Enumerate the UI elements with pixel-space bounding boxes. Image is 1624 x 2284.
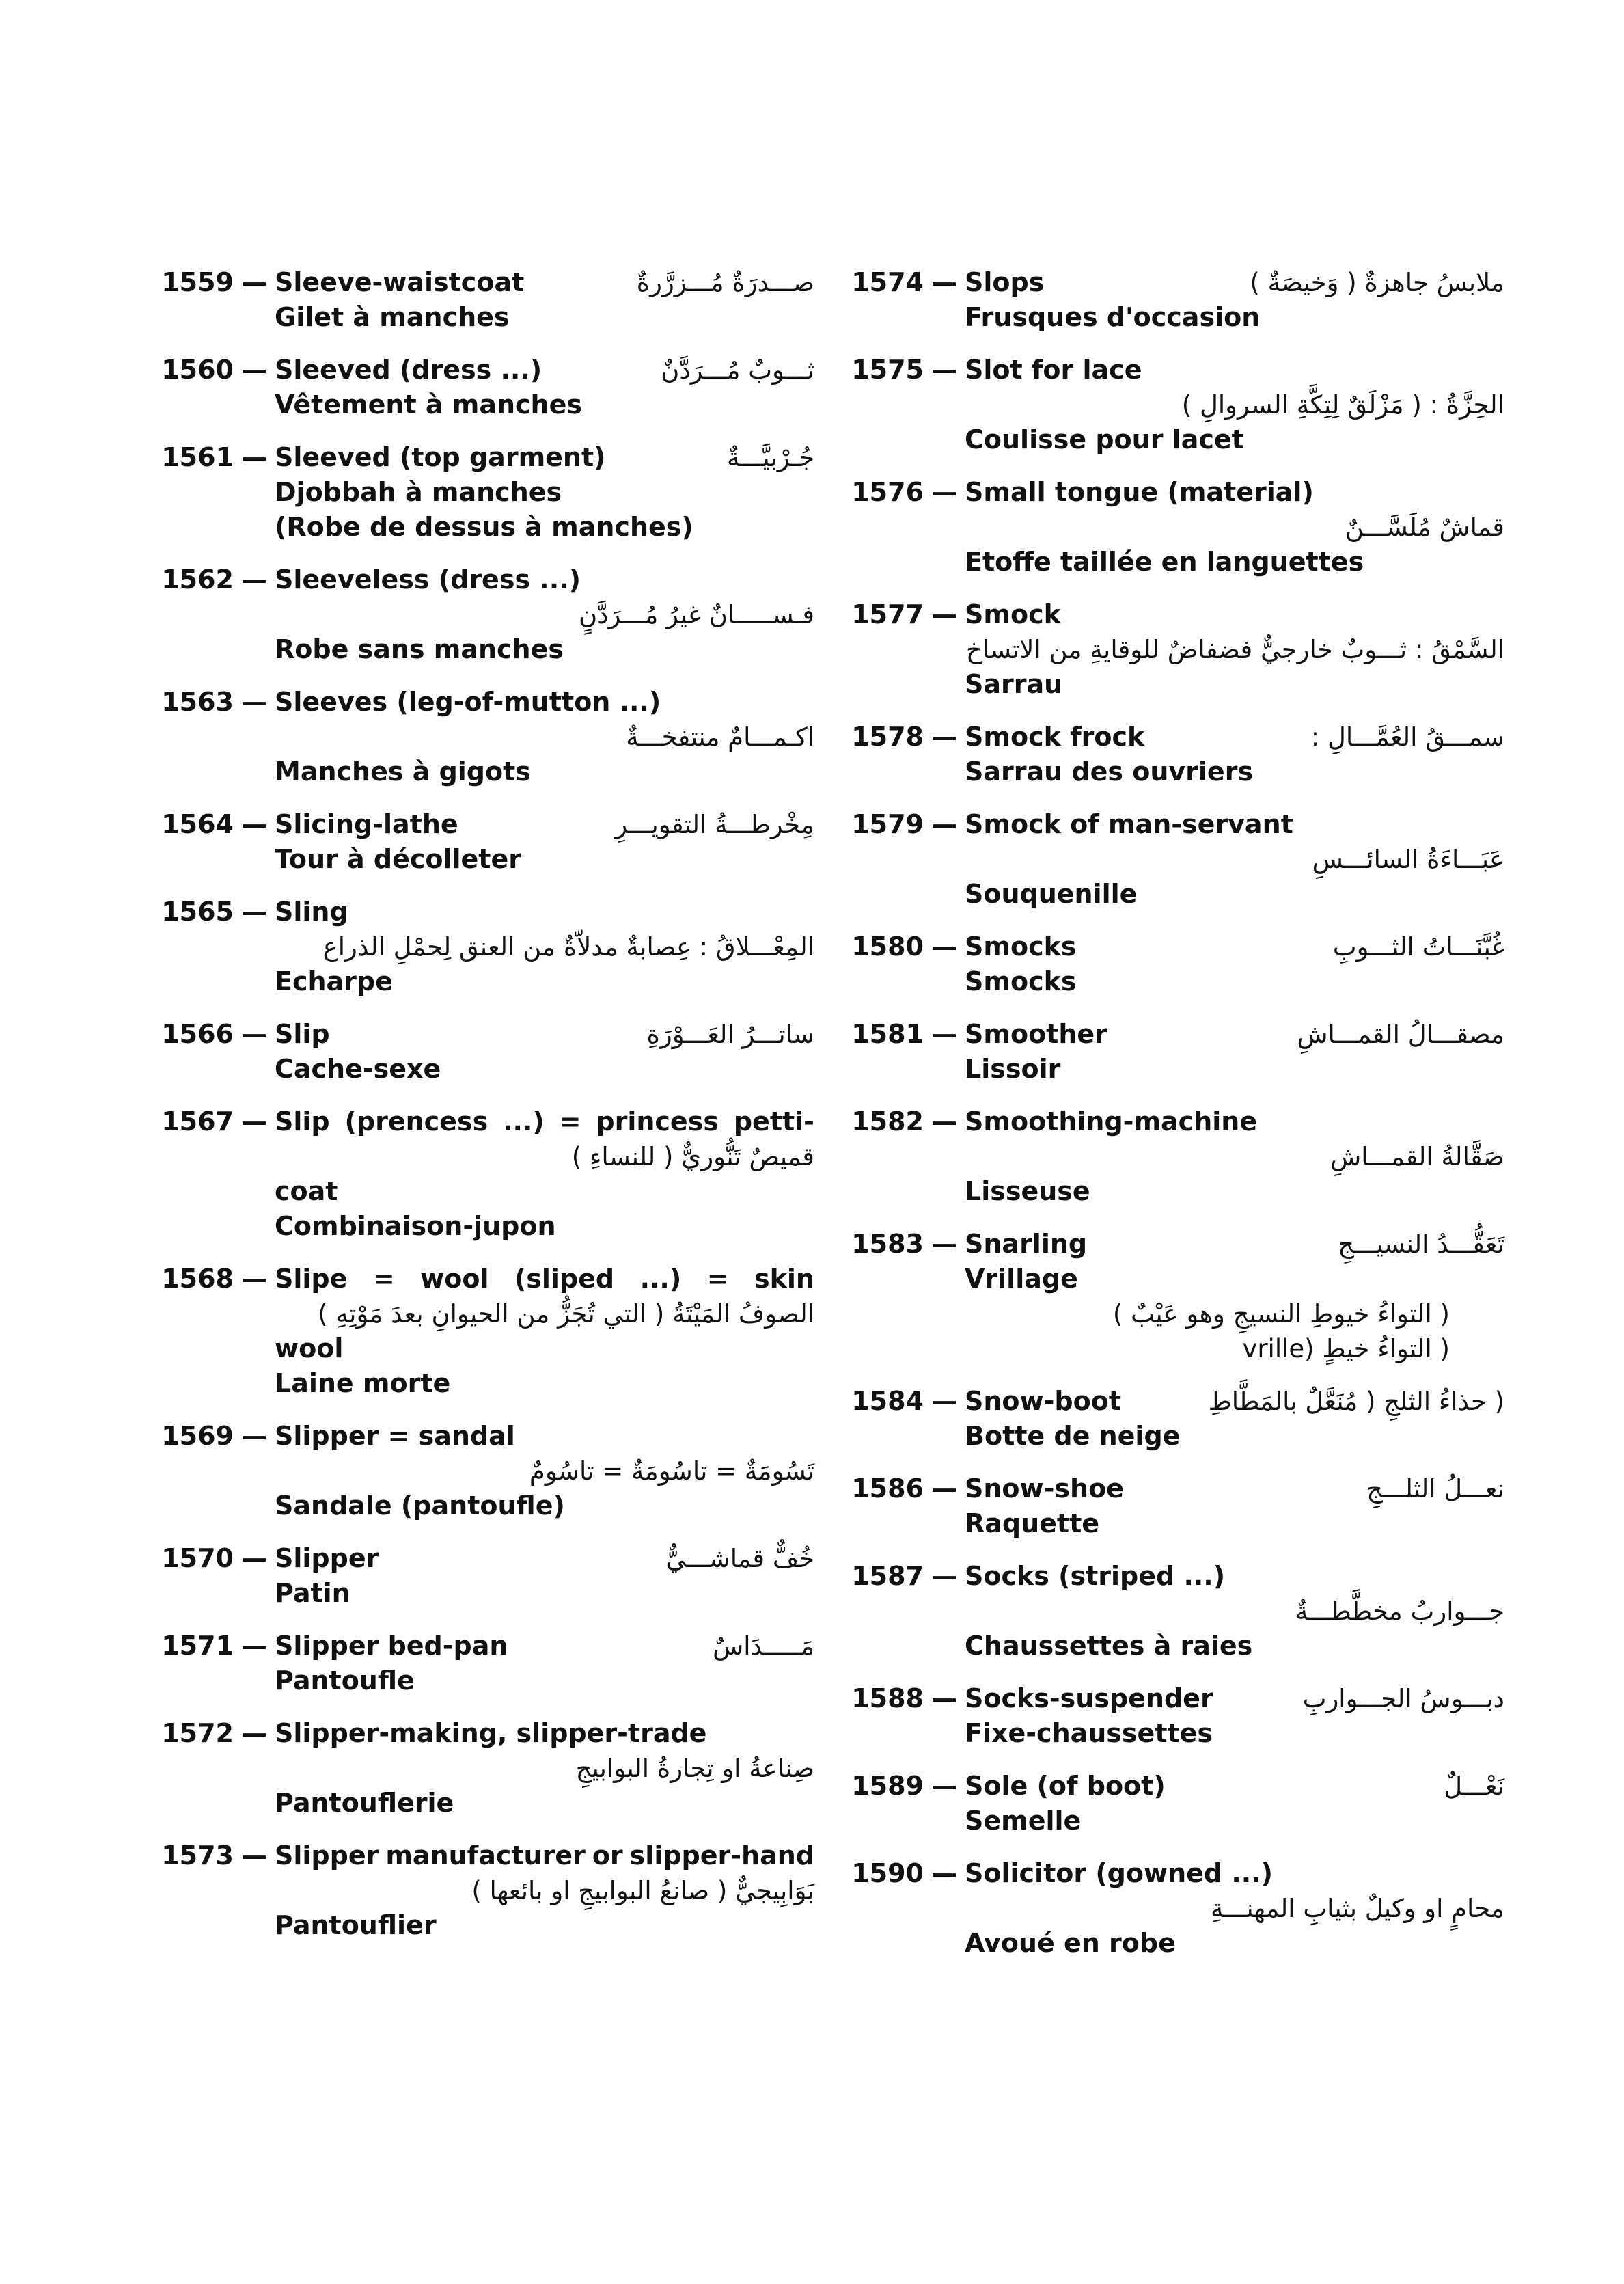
french-term: Frusques d'occasion <box>965 302 1261 332</box>
dictionary-entry <box>849 1769 1504 1838</box>
entry-number: 1561 <box>161 442 234 472</box>
english-term: Slipper-making, slipper-trade <box>275 1718 707 1748</box>
english-term: Slipper bed-pan <box>275 1631 508 1661</box>
english-word: (sliped <box>514 1264 615 1294</box>
entry-number: 1562 <box>161 565 234 595</box>
english-term: Sleeved (top garment) <box>275 442 606 472</box>
entry-dash: — <box>931 809 957 839</box>
entry-header <box>849 265 1504 300</box>
english-word: Slip <box>275 1106 330 1137</box>
arabic-term: عَبَـــاءَةُ السائـــسِ <box>1312 845 1504 874</box>
dictionary-entry <box>849 475 1504 580</box>
english-word: ...) <box>503 1106 545 1137</box>
arabic-term: قميصٌ تَنُّوريٌّ ( للنساءِ ) <box>571 1142 814 1171</box>
french-term: Djobbah à manches <box>275 477 562 507</box>
french-term: Combinaison-jupon <box>275 1211 556 1241</box>
arabic-term: فـســـــانٌ غيرُ مُـــرَدَّنٍ <box>578 600 814 629</box>
dictionary-entry <box>849 1384 1504 1454</box>
entry-number: 1586 <box>851 1473 924 1504</box>
arabic-note: ( التواءُ خيطٍ (vrille <box>1242 1334 1450 1363</box>
dictionary-entry <box>849 1227 1504 1366</box>
arabic-term: سمـــقُ العُمَّـــالِ : <box>1310 722 1504 752</box>
entry-number: 1588 <box>851 1683 924 1713</box>
english-word: = <box>706 1264 729 1294</box>
entry-header <box>849 929 1504 964</box>
dictionary-entry <box>159 1716 814 1821</box>
arabic-note: ( التواءُ خيوطِ النسيجِ وهو عَيْبٌ ) <box>1112 1299 1450 1329</box>
english-word: petti- <box>733 1106 814 1137</box>
arabic-term: قماشٌ مُلَسَّـــنٌ <box>1345 513 1504 542</box>
entry-header <box>159 440 814 475</box>
entry-dash: — <box>931 477 957 507</box>
english-term: Smoother <box>965 1019 1107 1049</box>
entry-number: 1589 <box>851 1771 924 1801</box>
entry-dash: — <box>931 1229 957 1259</box>
entry-dash: — <box>931 1683 957 1713</box>
arabic-term: دبـــوسُ الجـــواربِ <box>1302 1684 1504 1713</box>
english-word: wool <box>420 1264 489 1294</box>
english-word: manufacturer <box>385 1840 586 1871</box>
entry-dash: — <box>241 809 267 839</box>
entry-number: 1577 <box>851 599 924 629</box>
entry-dash: — <box>931 1106 957 1137</box>
arabic-term: غُبَّنَـــاتُ الثـــوبِ <box>1332 932 1504 962</box>
arabic-term: السَّمْقُ : ثـــوبٌ خارجيٌّ فضفاضٌ للوقايةِ من الاتساخ <box>965 635 1504 664</box>
entry-header <box>159 1629 814 1663</box>
arabic-term: محامٍ او وكيلٌ بثيابِ المهنـــةِ <box>1211 1894 1504 1923</box>
french-term: Vrillage <box>965 1264 1078 1294</box>
arabic-term: جُـرْبيَّـــةٌ <box>727 443 814 472</box>
dictionary-entry <box>849 353 1504 457</box>
english-term: Smock <box>965 599 1061 629</box>
entry-dash: — <box>241 355 267 385</box>
entry-number: 1567 <box>161 1106 234 1137</box>
entry-dash: — <box>241 267 267 297</box>
entry-dash: — <box>931 722 957 752</box>
dictionary-entry <box>159 1104 814 1244</box>
entry-header <box>849 807 1504 842</box>
arabic-term: صِناعةُ او تِجارةُ البوابيجِ <box>575 1754 814 1783</box>
entry-number: 1587 <box>851 1561 924 1591</box>
english-term: Snow-boot <box>965 1386 1121 1416</box>
french-term: Patin <box>275 1578 350 1608</box>
arabic-term: ملابسُ جاهزةٌ ( وَخيصَةٌ ) <box>1250 268 1504 297</box>
english-word: (prencess <box>344 1106 488 1137</box>
entry-dash: — <box>931 1473 957 1504</box>
entry-dash: — <box>931 1858 957 1888</box>
entry-header <box>849 1559 1504 1594</box>
english-term: Sleeveless (dress ...) <box>275 565 581 595</box>
entry-dash: — <box>241 1106 267 1137</box>
arabic-term: الصوفُ المَيْتَةُ ( التي تُجَزُّ من الحيوانِ بعدَ مَوْتِهِ ) <box>318 1299 814 1329</box>
english-term: Sling <box>275 897 348 927</box>
french-term: Sarrau <box>965 669 1063 699</box>
french-term: Laine morte <box>275 1368 451 1398</box>
entry-dash: — <box>241 1543 267 1573</box>
english-term: Socks (striped ...) <box>965 1561 1226 1591</box>
french-term: Pantouflerie <box>275 1788 454 1818</box>
entry-dash: — <box>241 1718 267 1748</box>
english-word: = <box>559 1106 581 1137</box>
entry-header <box>159 353 814 388</box>
english-word: Slipe <box>275 1264 348 1294</box>
english-term: Solicitor (gowned ...) <box>965 1858 1274 1888</box>
entry-dash: — <box>931 932 957 962</box>
entry-dash: — <box>931 1561 957 1591</box>
english-term-continued: coat <box>275 1176 338 1206</box>
english-term: Small tongue (material) <box>965 477 1314 507</box>
english-term <box>275 1262 814 1296</box>
entry-header <box>849 1017 1504 1052</box>
french-term: Raquette <box>965 1508 1100 1538</box>
french-term: Gilet à manches <box>275 302 510 332</box>
english-term: Sleeved (dress ...) <box>275 355 542 385</box>
french-term: Sandale (pantoufle) <box>275 1491 565 1521</box>
french-term: Souquenille <box>965 879 1138 909</box>
dictionary-entry <box>159 807 814 877</box>
french-term: Smocks <box>965 966 1077 996</box>
entry-header <box>849 475 1504 510</box>
entry-number: 1579 <box>851 809 924 839</box>
french-term: Chaussettes à raies <box>965 1631 1253 1661</box>
arabic-term: مصقـــالُ القمـــاشِ <box>1297 1020 1504 1049</box>
arabic-term: الحِزَّةُ : ( مَزْلَقٌ لِتِكَّةِ السروالِ ) <box>1181 390 1504 420</box>
entry-number: 1563 <box>161 687 234 717</box>
english-term: Sole (of boot) <box>965 1771 1166 1801</box>
entry-number: 1566 <box>161 1019 234 1049</box>
entry-dash: — <box>931 1771 957 1801</box>
dictionary-entry <box>159 440 814 545</box>
dictionary-entry <box>849 1681 1504 1751</box>
dictionary-entry <box>159 895 814 999</box>
french-term: Pantouflier <box>275 1910 437 1940</box>
dictionary-entry <box>849 1471 1504 1541</box>
entry-number: 1581 <box>851 1019 924 1049</box>
entry-number: 1590 <box>851 1858 924 1888</box>
entry-header <box>159 1541 814 1576</box>
entry-header <box>159 1262 814 1296</box>
english-word: ...) <box>639 1264 682 1294</box>
french-term: Robe sans manches <box>275 634 564 664</box>
english-word: or <box>592 1840 623 1871</box>
dictionary-entry <box>159 562 814 667</box>
arabic-term: صَقَّالةُ القمـــاشِ <box>1330 1142 1504 1171</box>
french-term: Semelle <box>965 1806 1082 1836</box>
english-word: slipper-hand <box>629 1840 814 1871</box>
entry-header <box>159 807 814 842</box>
arabic-term: ساتـــرُ العَـــوْرَةِ <box>646 1020 814 1049</box>
entry-number: 1564 <box>161 809 234 839</box>
arabic-term: تَعَقُّـــدُ النسيـــجِ <box>1338 1229 1504 1259</box>
dictionary-entry <box>159 1419 814 1523</box>
entry-dash: — <box>931 1019 957 1049</box>
entry-number: 1575 <box>851 355 924 385</box>
dictionary-entry <box>849 1017 1504 1087</box>
entry-header <box>849 1227 1504 1262</box>
dictionary-entry <box>849 1559 1504 1663</box>
french-term: Fixe-chaussettes <box>965 1718 1213 1748</box>
dictionary-entry <box>159 265 814 335</box>
dictionary-entry <box>849 1856 1504 1961</box>
french-term: Etoffe taillée en languettes <box>965 547 1364 577</box>
english-term: Slicing-lathe <box>275 809 458 839</box>
entry-header <box>159 895 814 929</box>
dictionary-entry <box>849 720 1504 789</box>
arabic-term: ( حذاءُ الثلجِ ( مُنَعَّلٌ بالمَطَّاطِ <box>1208 1387 1504 1416</box>
english-term: Sleeve-waistcoat <box>275 267 525 297</box>
entry-header <box>159 265 814 300</box>
english-term: Smock frock <box>965 722 1145 752</box>
english-term: Snow-shoe <box>965 1473 1124 1504</box>
english-term <box>275 1104 814 1139</box>
entry-header <box>159 562 814 597</box>
french-term: Cache-sexe <box>275 1054 441 1084</box>
dictionary-entry <box>159 1262 814 1401</box>
entry-number: 1568 <box>161 1264 234 1294</box>
dictionary-entry <box>159 685 814 789</box>
english-term: Slops <box>965 267 1045 297</box>
entry-dash: — <box>241 687 267 717</box>
dictionary-entry <box>159 1541 814 1611</box>
entry-number: 1578 <box>851 722 924 752</box>
french-term: Sarrau des ouvriers <box>965 757 1254 787</box>
english-word: = <box>372 1264 395 1294</box>
entry-number: 1576 <box>851 477 924 507</box>
entry-number: 1584 <box>851 1386 924 1416</box>
arabic-term: نَعْـــلٌ <box>1444 1771 1504 1801</box>
entry-dash: — <box>241 1840 267 1871</box>
english-term <box>275 1838 814 1873</box>
arabic-term: صـــدرَةٌ مُـــزرَّرةٌ <box>636 268 814 297</box>
english-term: Slot for lace <box>965 355 1142 385</box>
entry-dash: — <box>241 1264 267 1294</box>
entry-number: 1583 <box>851 1229 924 1259</box>
french-term: Botte de neige <box>965 1421 1181 1451</box>
english-term: Smocks <box>965 932 1077 962</box>
dictionary-entry <box>849 597 1504 702</box>
entry-header <box>849 1104 1504 1139</box>
entry-header <box>159 1104 814 1139</box>
dictionary-entry <box>159 353 814 422</box>
arabic-term: نعـــلُ الثلـــجِ <box>1366 1474 1504 1504</box>
right-column <box>849 265 1504 1961</box>
entry-number: 1580 <box>851 932 924 962</box>
english-term: Snarling <box>965 1229 1088 1259</box>
french-term: Vêtement à manches <box>275 390 582 420</box>
english-term: Smock of man-servant <box>965 809 1293 839</box>
english-word: skin <box>754 1264 814 1294</box>
dictionary-entry <box>159 1629 814 1698</box>
entry-number: 1569 <box>161 1421 234 1451</box>
entry-number: 1574 <box>851 267 924 297</box>
entry-header <box>849 1856 1504 1891</box>
entry-dash: — <box>241 1631 267 1661</box>
english-word: princess <box>596 1106 719 1137</box>
entry-number: 1570 <box>161 1543 234 1573</box>
entry-header <box>159 1017 814 1052</box>
entry-number: 1559 <box>161 267 234 297</box>
arabic-term: مَـــــدَاسٌ <box>713 1631 814 1661</box>
entry-dash: — <box>931 1386 957 1416</box>
english-term: Smoothing-machine <box>965 1106 1258 1137</box>
entry-header <box>849 1471 1504 1506</box>
entry-number: 1582 <box>851 1106 924 1137</box>
entry-header <box>849 1384 1504 1419</box>
arabic-term: تَسُومَةٌ = تاسُومَةٌ = تاسُومٌ <box>529 1456 814 1486</box>
dictionary-entry <box>849 1104 1504 1209</box>
arabic-term: المِعْـــلاقُ : عِصابةٌ مدلاّةٌ من العنق لِحمْلِ الذراع <box>322 932 814 962</box>
entry-header <box>849 1769 1504 1804</box>
french-term: Lissoir <box>965 1054 1061 1084</box>
entry-header <box>849 597 1504 632</box>
dictionary-entry <box>849 807 1504 912</box>
entry-header <box>159 1838 814 1873</box>
dictionary-entry <box>849 265 1504 335</box>
entry-dash: — <box>241 1019 267 1049</box>
entry-header <box>159 1716 814 1751</box>
french-term: Tour à décolleter <box>275 844 521 874</box>
french-term: (Robe de dessus à manches) <box>275 512 693 542</box>
arabic-term: مِخْرطـــةُ التقويـــرِ <box>615 810 814 839</box>
entry-dash: — <box>931 355 957 385</box>
entry-number: 1565 <box>161 897 234 927</box>
entry-number: 1572 <box>161 1718 234 1748</box>
english-word: Slipper <box>275 1840 379 1871</box>
arabic-term: جـــواربُ مخطَّطـــةٌ <box>1295 1596 1504 1626</box>
english-term-continued: wool <box>275 1333 344 1363</box>
english-term: Slipper = sandal <box>275 1421 515 1451</box>
entry-header <box>159 685 814 720</box>
english-term: Socks-suspender <box>965 1683 1213 1713</box>
english-term: Slip <box>275 1019 330 1049</box>
dictionary-entry <box>159 1838 814 1943</box>
entry-header <box>159 1419 814 1454</box>
arabic-term: ثـــوبٌ مُـــرَدَّنٌ <box>661 355 814 385</box>
entry-number: 1573 <box>161 1840 234 1871</box>
dictionary-entry <box>849 929 1504 999</box>
left-column <box>159 265 814 1943</box>
entry-dash: — <box>241 1421 267 1451</box>
entry-dash: — <box>241 565 267 595</box>
entry-dash: — <box>241 442 267 472</box>
entry-header <box>849 353 1504 388</box>
arabic-term: اكـمـــامٌ منتفخـــةٌ <box>626 722 814 752</box>
french-term: Lisseuse <box>965 1176 1090 1206</box>
french-term: Pantoufle <box>275 1666 415 1696</box>
french-term: Echarpe <box>275 966 393 996</box>
entry-dash: — <box>241 897 267 927</box>
entry-header <box>849 1681 1504 1716</box>
dictionary-entry <box>159 1017 814 1087</box>
french-term: Coulisse pour lacet <box>965 424 1244 454</box>
french-term: Avoué en robe <box>965 1928 1176 1958</box>
arabic-term: خُفٌّ قماشـــيٌّ <box>665 1544 814 1573</box>
entry-number: 1571 <box>161 1631 234 1661</box>
french-term: Manches à gigots <box>275 757 531 787</box>
entry-dash: — <box>931 599 957 629</box>
english-term: Sleeves (leg-of-mutton ...) <box>275 687 661 717</box>
arabic-term: بَوَابِيجيٌّ ( صانعُ البوابيجِ او بائعها ) <box>471 1876 814 1905</box>
entry-dash: — <box>931 267 957 297</box>
entry-header <box>849 720 1504 754</box>
english-term: Slipper <box>275 1543 379 1573</box>
entry-number: 1560 <box>161 355 234 385</box>
